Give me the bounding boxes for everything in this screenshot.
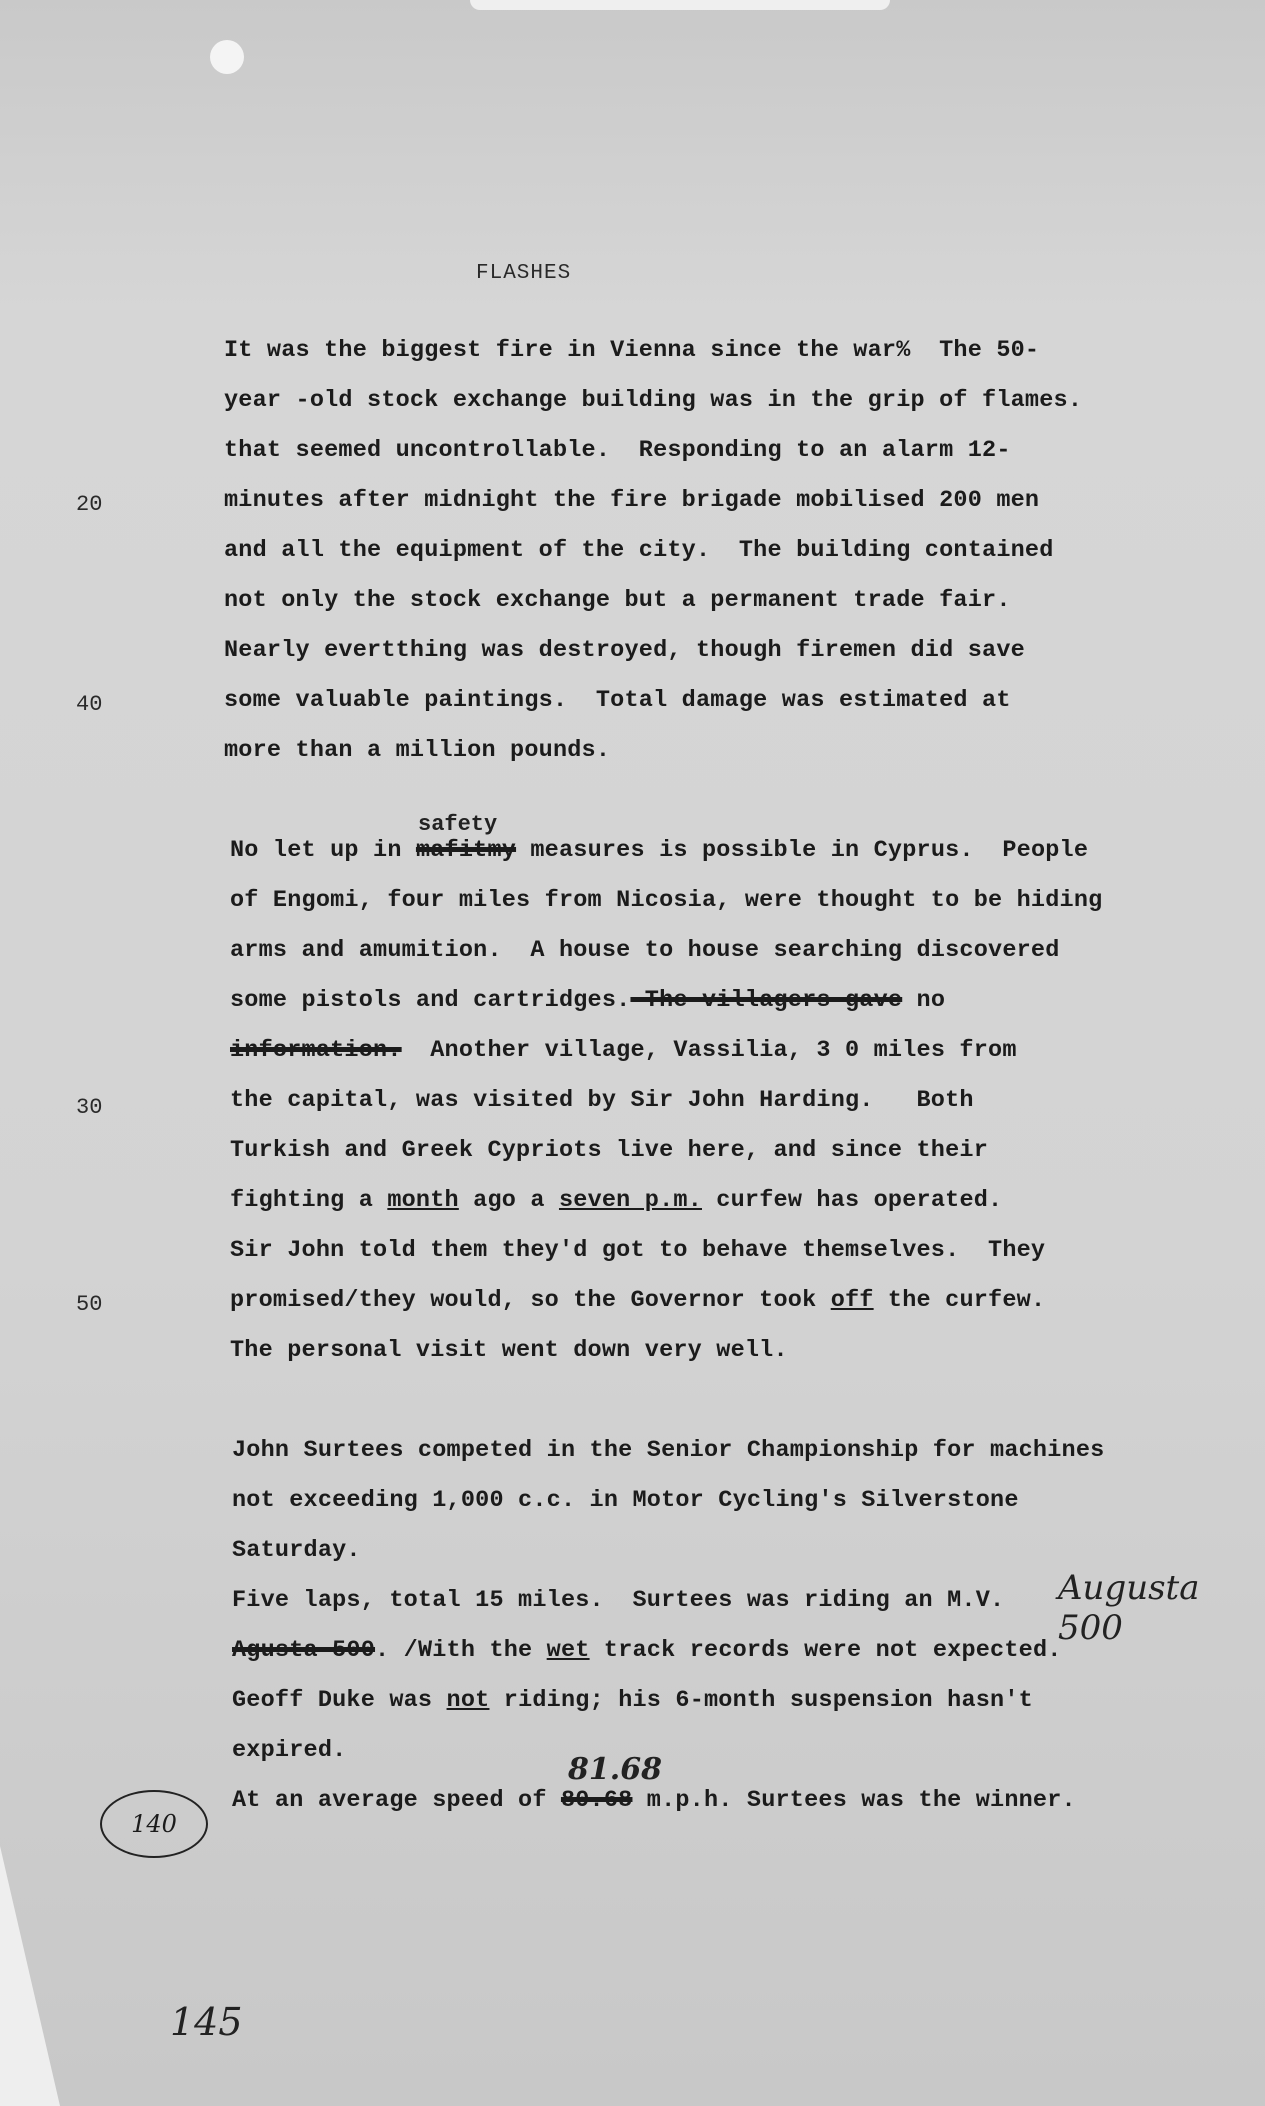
text-line: Geoff Duke was not riding; his 6-month suspension hasn't bbox=[232, 1687, 1033, 1714]
punch-hole bbox=[210, 40, 244, 74]
text-line: John Surtees competed in the Senior Championship for machines bbox=[232, 1437, 1105, 1464]
underlined-text: wet bbox=[546, 1637, 590, 1664]
paper-edge bbox=[470, 0, 890, 10]
text-line: Saturday. bbox=[232, 1537, 361, 1564]
struck-text: 80.68 bbox=[560, 1787, 633, 1814]
page-number: 145 bbox=[170, 2000, 243, 2044]
text-line: more than a million pounds. bbox=[224, 737, 611, 764]
text-line: Agusta 500. /With the wet track records were not expected. bbox=[232, 1637, 1062, 1664]
text-line: fighting a month ago a seven p.m. curfew has operated. bbox=[230, 1187, 1003, 1214]
paragraph-cyprus bbox=[230, 826, 1102, 1376]
text-line: It was the biggest fire in Vienna since the war% The 50- bbox=[224, 337, 1040, 364]
underlined-text: off bbox=[830, 1287, 874, 1314]
struck-text: The villagers gave bbox=[630, 987, 903, 1014]
text-line: The personal visit went down very well. bbox=[230, 1337, 788, 1364]
circled-number: 140 bbox=[100, 1790, 208, 1858]
text-line: some valuable paintings. Total damage was estimated at bbox=[224, 687, 1011, 714]
text-line: arms and amumition. A house to house searching discovered bbox=[230, 937, 1060, 964]
text-line: year -old stock exchange building was in the grip of flames. bbox=[224, 387, 1083, 414]
text-line: and all the equipment of the city. The building contained bbox=[224, 537, 1054, 564]
paragraph-surtees bbox=[232, 1426, 1104, 1826]
text-line: not only the stock exchange but a permanent trade fair. bbox=[224, 587, 1011, 614]
struck-text: mafitmy bbox=[415, 837, 517, 864]
inserted-word: safety bbox=[418, 812, 498, 837]
handwritten-correction: 81.68 bbox=[568, 1752, 662, 1787]
text-line: of Engomi, four miles from Nicosia, were thought to be hiding bbox=[230, 887, 1103, 914]
text-line: that seemed uncontrollable. Responding to an alarm 12- bbox=[224, 437, 1011, 464]
paper-corner bbox=[0, 1846, 60, 2106]
text-line: minutes after midnight the fire brigade mobilised 200 men bbox=[224, 487, 1040, 514]
text-line: promised/they would, so the Governor took off the curfew. bbox=[230, 1287, 1046, 1314]
text-line: information. Another village, Vassilia, 3 0 miles from bbox=[230, 1037, 1017, 1064]
margin-number: 30 bbox=[76, 1095, 103, 1120]
text-line: not exceeding 1,000 c.c. in Motor Cycling's Silverstone bbox=[232, 1487, 1019, 1514]
text-line: Nearly evertthing was destroyed, though firemen did save bbox=[224, 637, 1025, 664]
margin-number: 40 bbox=[76, 692, 103, 717]
struck-text: information. bbox=[230, 1037, 402, 1064]
handwritten-correction: Augusta 500 bbox=[1058, 1568, 1200, 1648]
text-line: the capital, was visited by Sir John Harding. Both bbox=[230, 1087, 974, 1114]
paragraph-vienna-fire bbox=[224, 326, 1082, 776]
text-line: Five laps, total 15 miles. Surtees was riding an M.V. bbox=[232, 1587, 1005, 1614]
struck-text: Agusta 500 bbox=[232, 1637, 376, 1664]
text-line: Turkish and Greek Cypriots live here, and since their bbox=[230, 1137, 989, 1164]
underlined-text: seven p.m. bbox=[558, 1187, 702, 1214]
text-line: Sir John told them they'd got to behave themselves. They bbox=[230, 1237, 1046, 1264]
text-line: No let up in mafitmy measures is possible in Cyprus. People bbox=[230, 837, 1089, 864]
text-line: At an average speed of 80.68 m.p.h. Surtees was the winner. bbox=[232, 1787, 1076, 1814]
underlined-text: not bbox=[446, 1687, 490, 1714]
margin-number: 50 bbox=[76, 1292, 103, 1317]
margin-number: 20 bbox=[76, 492, 103, 517]
text-line: expired. bbox=[232, 1737, 347, 1764]
underlined-text: month bbox=[387, 1187, 459, 1214]
page-title: FLASHES bbox=[476, 262, 572, 285]
text-line: some pistols and cartridges. The villagers gave no bbox=[230, 987, 946, 1014]
